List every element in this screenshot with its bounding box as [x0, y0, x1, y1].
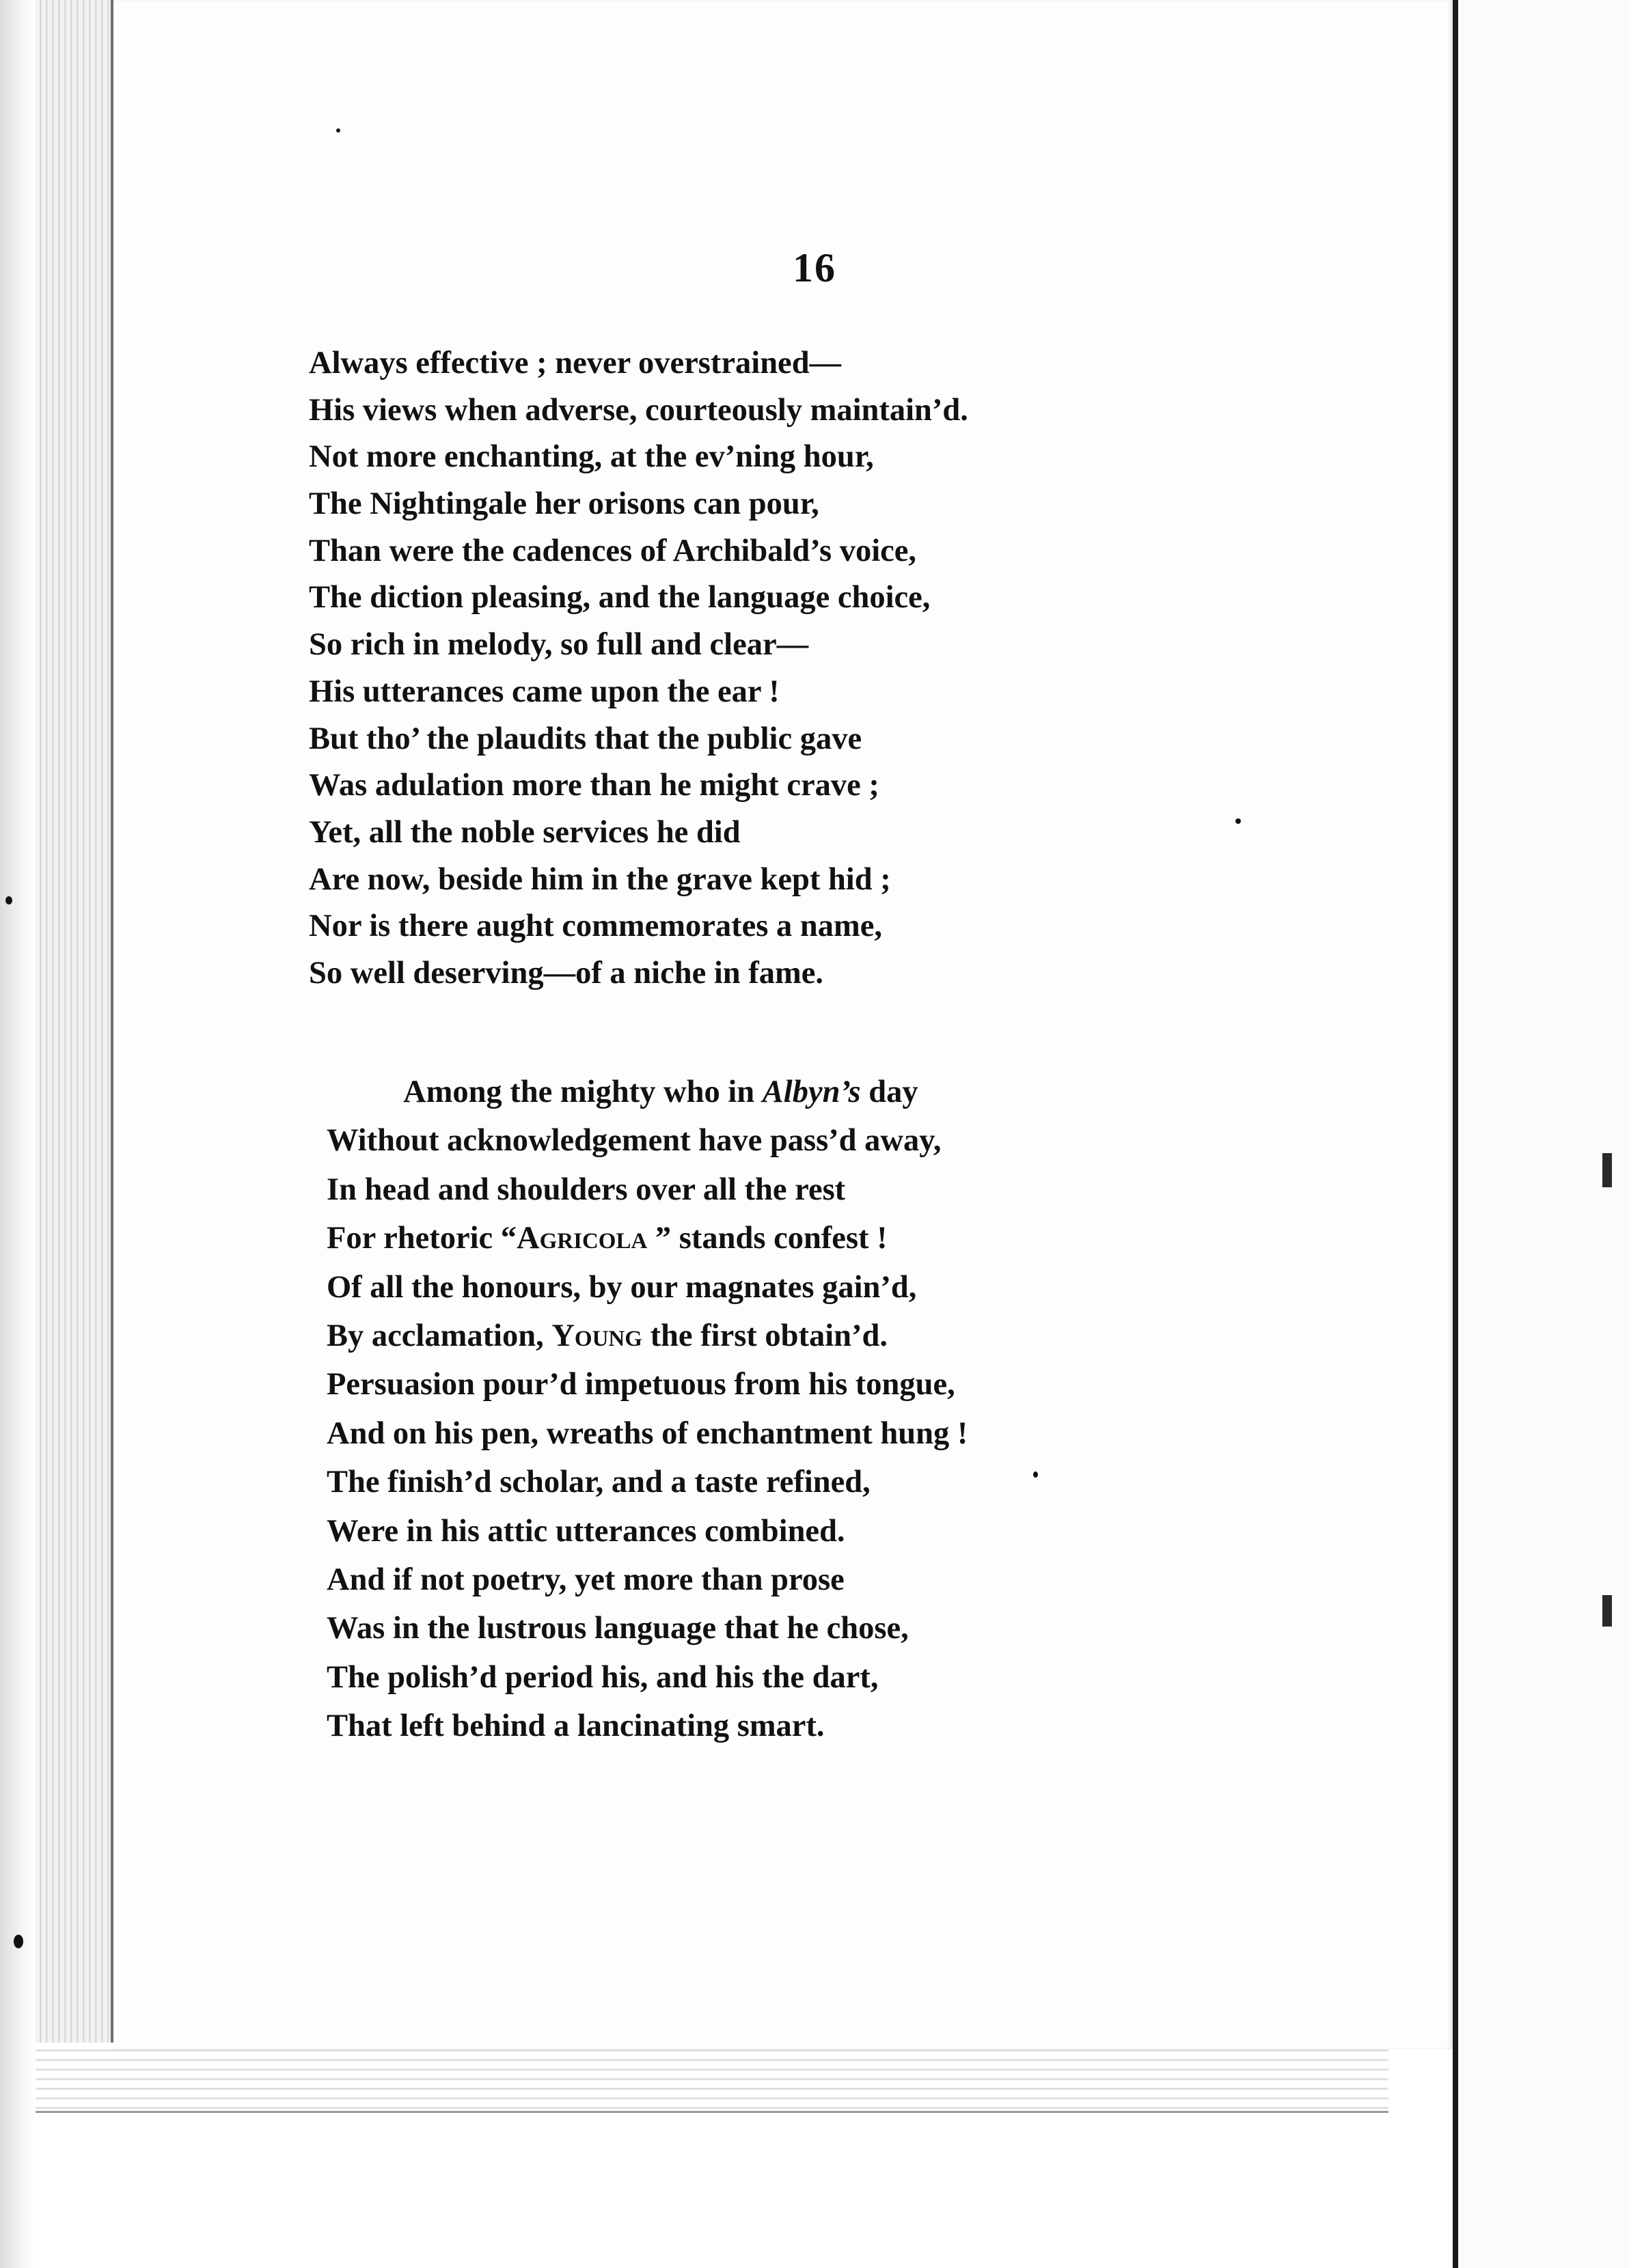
poem-line: His views when adverse, courteously maintain’d.: [309, 392, 968, 428]
poem-line: Not more enchanting, at the ev’ning hour,: [309, 439, 874, 475]
poem-line: Without acknowledgement have pass’d away,: [327, 1123, 942, 1159]
small-caps-name: Agricola: [517, 1221, 648, 1256]
ink-speck: [1033, 1471, 1038, 1478]
poem-line: So rich in melody, so full and clear—: [309, 627, 809, 663]
page-stack-edges: [36, 0, 115, 2111]
poem-line: In head and shoulders over all the rest: [327, 1172, 846, 1207]
poem-line: The polish’d period his, and his the dart,: [327, 1659, 879, 1695]
poem-line: Of all the honours, by our magnates gain’d,: [327, 1269, 917, 1305]
poem-line: Among the mighty who in Albyn’s day: [403, 1075, 918, 1109]
ink-speck: [1235, 818, 1241, 824]
stanza-1: [309, 340, 968, 997]
poem-line: Nor is there aught commemorates a name,: [309, 909, 882, 944]
ink-speck: [336, 128, 340, 133]
poem-line: So well deserving—of a niche in fame.: [309, 955, 823, 991]
poem-line: The finish’d scholar, and a taste refined,: [327, 1465, 871, 1500]
page-number: 16: [793, 245, 836, 290]
poem-line: But tho’ the plaudits that the public gave: [309, 721, 862, 756]
poem-line: That left behind a lancinating smart.: [327, 1709, 825, 1744]
poem-line: And on his pen, wreaths of enchantment hung !: [327, 1415, 968, 1451]
poem-line: Yet, all the noble services he did: [309, 814, 741, 850]
small-caps-name: Young: [551, 1318, 642, 1353]
poem-line: Than were the cadences of Archibald’s voice,: [309, 533, 917, 568]
poem-line: Persuasion pour’d impetuous from his tongue,: [327, 1367, 955, 1402]
facing-page-letter-fragment: [1602, 1153, 1612, 1187]
ink-speck: [5, 896, 12, 904]
poem-line: By acclamation, Young the first obtain’d.: [327, 1318, 888, 1353]
poem-line: And if not poetry, yet more than prose: [327, 1562, 845, 1597]
facing-page-letter-fragment: [1602, 1595, 1612, 1627]
poem-line: Always effective ; never overstrained—: [309, 346, 842, 381]
ink-speck: [14, 1935, 23, 1948]
page-fold-shadow: [1453, 0, 1458, 2268]
poem-line: The Nightingale her orisons can pour,: [309, 486, 819, 522]
poem-line: For rhetoric “Agricola ” stands confest !: [327, 1221, 888, 1256]
stanza-2: [327, 1068, 968, 1750]
poem-line: Was in the lustrous language that he chose,: [327, 1611, 909, 1646]
poem-line: His utterances came upon the ear !: [309, 674, 780, 709]
poem-line: Was adulation more than he might crave ;: [309, 768, 879, 803]
scan-left-edge: [0, 0, 36, 2268]
poem-line: Were in his attic utterances combined.: [327, 1513, 845, 1549]
facing-page-edge: [1458, 0, 1629, 2268]
poem-line: Are now, beside him in the grave kept hid ;: [309, 861, 891, 897]
poem-line: The diction pleasing, and the language choice,: [309, 580, 931, 616]
page-stack-bottom-edges: [36, 2043, 1388, 2113]
italic-name: Albyn’s: [762, 1075, 861, 1109]
